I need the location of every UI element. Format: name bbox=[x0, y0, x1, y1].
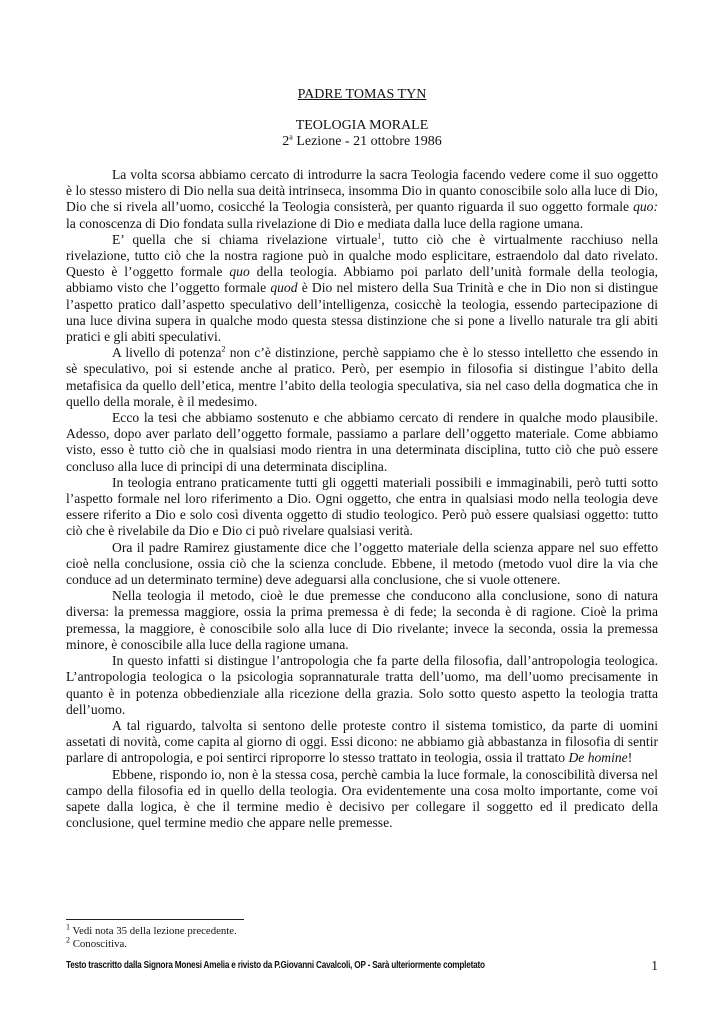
document-header bbox=[66, 87, 658, 151]
paragraph: Ora il padre Ramirez giustamente dice che l’oggetto materiale della scienza appare nel suo effetto cioè nella conclusione, ossia ciò che la scienza conclude. Ebbene, il metodo (metodo vuol dire la via che conduce ad un determinato termine) deve adeguarsi alla conclusione, che si vuole ottenere. bbox=[66, 539, 658, 588]
footnote bbox=[66, 935, 658, 951]
paragraph-text: E’ quella che si chiama rivelazione virtuale bbox=[112, 231, 378, 247]
lesson-superscript: a bbox=[289, 132, 293, 142]
footnote-divider bbox=[66, 919, 244, 920]
lesson-number: 2 bbox=[282, 134, 290, 150]
footnote-number: 2 bbox=[66, 935, 70, 945]
transcription-credit: Testo trascritto dalla Signora Monesi Amelia e rivisto da P.Giovanni Cavalcoli, OP - Sarà ulteriormente completato bbox=[66, 960, 485, 971]
lesson-date: Lezione - 21 ottobre 1986 bbox=[292, 134, 442, 150]
paragraph-text: è Dio nel mistero della Sua Trinità e che in Dio non si distingue l’aspetto pratico dall’aspetto speculativo dell’intelligenza, cosicchè la teologia, essendo partecipazione di una luce divina supera in qualche modo questa stessa distinzione che si pone a livello naturale tra gli abiti pratici e gli abiti speculativi. bbox=[66, 280, 658, 345]
footnote bbox=[66, 922, 658, 938]
paragraph-text: La volta scorsa abbiamo cercato di introdurre la sacra Teologia facendo vedere come il suo oggetto è lo stesso mistero di Dio nella sua deità intrinseca, insomma Dio in quanto conoscibile solo alla luce di Dio, Dio che si rivela all’uomo, cosicché la Teologia consisterà, per quanto riguarda il suo oggetto formale bbox=[66, 167, 658, 215]
paragraph-text: A tal riguardo, talvolta si sentono delle proteste contro il sistema tomistico, da parte di uomini assetati di novità, come capita al giorno di oggi. Essi dicono: ne abbiamo già abbastanza in filosofia di sentir parlare di antropologia, e poi sentirci riproporre lo stesso trattato in teologia, ossia il trattato bbox=[66, 717, 658, 766]
italic-term: quo bbox=[229, 264, 250, 280]
italic-term: De homine bbox=[568, 750, 628, 766]
paragraph: In questo infatti si distingue l’antropologia che fa parte della filosofia, dall’antropologia teologica. L’antropologia teologica o la psicologia soprannaturale tratta dell’uomo, ma dell’uomo precisamente in quanto è in potenza obbedienziale alla ricezione della grazia. Solo sotto questo aspetto la teologia tratta dell’uomo. bbox=[66, 653, 658, 717]
italic-term: quod bbox=[270, 280, 298, 296]
paragraph-text: , tutto ciò che è virtualmente racchiuso nella rivelazione, tutto ciò che la nostra ragione può in qualche modo esplicitare, estraendolo dal dato rivelato. Questo è l’oggetto formale bbox=[66, 231, 658, 280]
paragraph bbox=[66, 345, 658, 410]
paragraph: In teologia entrano praticamente tutti gli oggetti materiali possibili e immaginabili, però tutti sotto l’aspetto formale nel loro riferimento a Dio. Ogni oggetto, che entra in qualsiasi modo nella teologia deve essere riferito a Dio e solo così diventa oggetto di studio teologico. Però può essere qualsiasi oggetto: tutto ciò che è rivelabile da Dio e Dio ci può rivelare qualsiasi verità. bbox=[66, 474, 658, 539]
paragraph-text: della teologia. Abbiamo poi parlato dell’unità formale della teologia, abbiamo visto che l’oggetto formale bbox=[66, 264, 658, 296]
footnote-ref: 2 bbox=[221, 344, 226, 354]
lesson-subtitle bbox=[66, 134, 658, 150]
page-footer bbox=[66, 958, 658, 974]
paragraph: Ebbene, rispondo io, non è la stessa cosa, perchè cambia la luce formale, la conoscibilità diversa nel campo della filosofia ed in quello della teologia. Ora evidentemente una cosa molto importante, come voi sapete dalla logica, è che il termine medio è decisivo per collegare il soggetto ed il predicato della conclusione, quel termine medio che appare nelle premesse. bbox=[66, 766, 658, 831]
paragraph: Nella teologia il metodo, cioè le due premesse che conducono alla conclusione, sono di natura diversa: la premessa maggiore, ossia la prima premessa è di fede; la seconda è di ragione. Cioè la prima premessa, la maggiore, è conoscibile solo alla luce di Dio rivelante; invece la seconda, ossia la premessa minore, è conoscibile alla luce della ragione umana. bbox=[66, 588, 658, 652]
document-body bbox=[66, 167, 658, 831]
footnote-text: Conoscitiva. bbox=[70, 938, 127, 950]
paragraph-text: ! bbox=[627, 750, 633, 766]
footnote-ref: 1 bbox=[377, 231, 382, 241]
paragraph bbox=[66, 167, 658, 232]
paragraph-text: la conoscenza di Dio fondata sulla rivelazione di Dio e mediata dalla luce della ragione umana. bbox=[66, 215, 584, 231]
italic-term: quo: bbox=[633, 199, 658, 215]
paragraph-text: A livello di potenza bbox=[112, 345, 222, 361]
paragraph-text: non c’è distinzione, perchè sappiamo che è lo stesso intelletto che essendo in sè speculativo, poi si estende anche al pratico. Però, per esempio in filosofia si distingue l’abito della metafisica da quello dell’etica, mentre l’abito della teologia speculativa, sia nel caso della dogmatica che in quello della morale, è il medesimo. bbox=[66, 345, 659, 409]
paragraph: Ecco la tesi che abbiamo sostenuto e che abbiamo cercato di rendere in qualche modo plausibile. Adesso, dopo aver parlato dell’oggetto formale, passiamo a parlare dell’oggetto materiale. Come abbiamo visto, esso è tutto ciò che in qualsiasi modo rientra in una determinata disciplina, tutto ciò che può essere concluso alla luce di principi di una determinata disciplina. bbox=[66, 410, 658, 474]
course-title: TEOLOGIA MORALE bbox=[295, 118, 429, 134]
page-number: 1 bbox=[651, 958, 658, 973]
paragraph bbox=[66, 232, 658, 345]
footnotes bbox=[66, 922, 658, 951]
paragraph bbox=[66, 718, 658, 767]
author-title: PADRE TOMAS TYN bbox=[297, 87, 427, 102]
footnote-text: Vedi nota 35 della lezione precedente. bbox=[70, 925, 237, 937]
footnote-number: 1 bbox=[66, 922, 70, 932]
